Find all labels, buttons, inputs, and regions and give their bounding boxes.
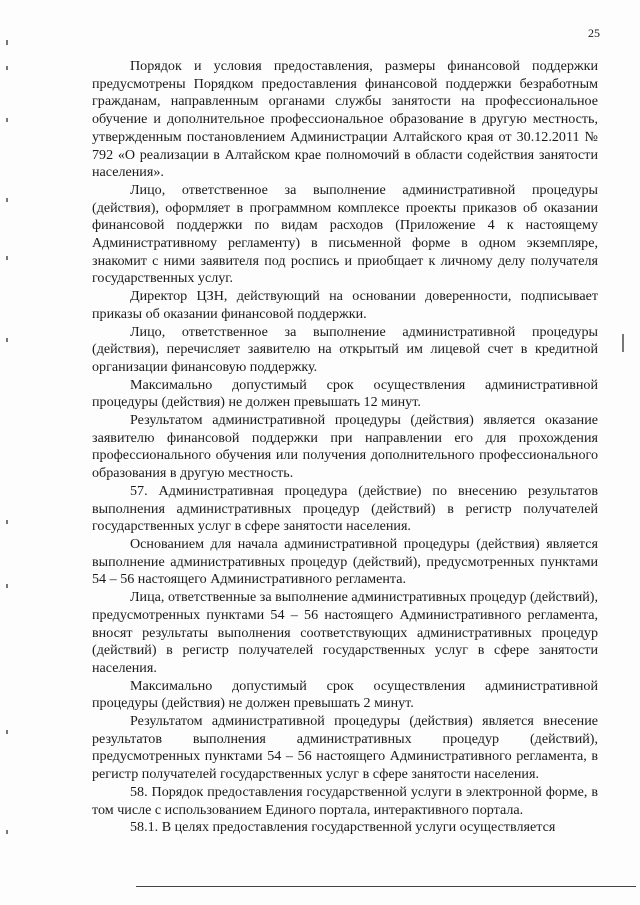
paragraph: Директор ЦЗН, действующий на основании доверенности, подписывает приказы об оказании финансовой поддержки. <box>92 288 598 322</box>
paragraph: Максимально допустимый срок осуществления административной процедуры (действия) не должен превышать 12 минут. <box>92 376 598 411</box>
paragraph: Лицо, ответственное за выполнение административной процедуры (действия), оформляет в программном комплексе проекты приказов об оказании финансовой поддержки по видам расходов (Приложение 4 к настоящему Административному регламенту) в письменной форме в одном экземпляре, знакомит с ними заявителя под роспись и приобщает к личному делу получателя государственных услуг. <box>92 181 598 287</box>
scan-edge-mark <box>6 584 8 588</box>
page-number: 25 <box>588 26 600 40</box>
scan-edge-mark <box>6 118 8 122</box>
scan-edge-mark <box>6 40 8 45</box>
scan-edge-mark <box>6 66 8 70</box>
scan-edge-mark <box>6 730 8 734</box>
paragraph: 58. Порядок предоставления государственной услуги в электронной форме, в том числе с использованием Единого портала, интерактивного портала. <box>92 783 598 818</box>
paragraph: 57. Административная процедура (действие) по внесению результатов выполнения административных процедур (действий) в регистр получателей государственных услуг в сфере занятости населения. <box>92 482 598 535</box>
paragraph: Лица, ответственные за выполнение административных процедур (действий), предусмотренных пунктами 54 – 56 настоящего Административного регламента, вносят результаты выполнения соответствующих административных процедур (действий) в регистр получателей государственных услуг в сфере занятости населения. <box>92 589 598 676</box>
paragraph: Порядок и условия предоставления, размеры финансовой поддержки предусмотрены Порядком предоставления финансовой поддержки безработным гражданам, направленным органами службы занятости на профессиональное обучение и дополнительное профессиональное образование в другую местность, утвержденным постановлением Администрации Алтайского края от 30.12.2011 № 792 «О реализации в Алтайском крае полномочий в области содействия занятости населения». <box>92 58 598 181</box>
scan-edge-mark <box>6 338 8 342</box>
paragraph: Результатом административной процедуры (действия) является внесение результатов выполнения административных процедур (действий), предусмотренных пунктами 54 – 56 настоящего Административного регламента, в регистр получателей государственных услуг в сфере занятости населения. <box>92 713 598 783</box>
scan-edge-mark <box>6 520 8 524</box>
paragraph: Максимально допустимый срок осуществления административной процедуры (действия) не должен превышать 2 минут. <box>92 677 598 712</box>
footer-rule <box>136 886 636 887</box>
scan-edge-mark <box>6 198 8 202</box>
scan-edge-mark <box>622 334 624 352</box>
body-text <box>92 58 598 837</box>
paragraph: 58.1. В целях предоставления государственной услуги осуществляется <box>130 819 556 836</box>
paragraph: Основанием для начала административной процедуры (действия) является выполнение административных процедур (действий), предусмотренных пунктами 54 – 56 настоящего Административного регламента. <box>92 535 598 588</box>
scan-edge-mark <box>6 256 8 260</box>
paragraph: Лицо, ответственное за выполнение административной процедуры (действия), перечисляет заявителю на открытый им лицевой счет в кредитной организации финансовую поддержку. <box>92 323 598 375</box>
paragraph: Результатом административной процедуры (действия) является оказание заявителю финансовой поддержки при направлении его для прохождения профессионального обучения или получения дополнительного профессионального образования в другую местность. <box>92 412 598 482</box>
scan-edge-mark <box>6 830 8 834</box>
